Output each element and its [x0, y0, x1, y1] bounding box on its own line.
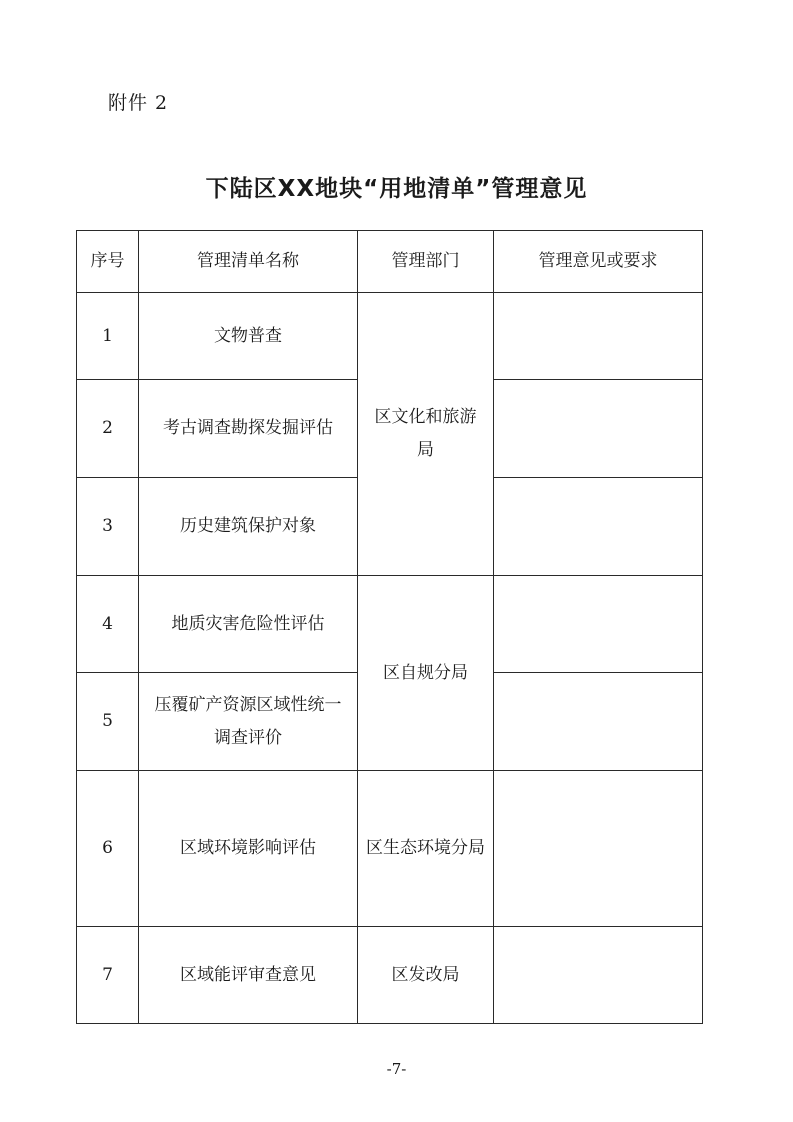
- row-list-name: 文物普查: [139, 293, 358, 380]
- attachment-label: 附件 2: [108, 92, 169, 114]
- document-title: 下陆区XX地块“用地清单”管理意见: [205, 176, 588, 202]
- table-row: [77, 293, 703, 380]
- header-list-name: 管理清单名称: [139, 231, 358, 293]
- row-opinion: [494, 771, 703, 927]
- department-cell: 区发改局: [358, 927, 494, 1024]
- row-opinion: [494, 673, 703, 771]
- row-serial-number: 4: [77, 576, 139, 673]
- header-opinion: 管理意见或要求: [494, 231, 703, 293]
- row-list-name: 压覆矿产资源区域性统一调查评价: [139, 673, 358, 771]
- row-opinion: [494, 478, 703, 576]
- row-opinion: [494, 293, 703, 380]
- table-header-row: [77, 231, 703, 293]
- row-opinion: [494, 927, 703, 1024]
- department-cell: 区生态环境分局: [358, 771, 494, 927]
- department-cell: 区文化和旅游局: [358, 293, 494, 576]
- header-department: 管理部门: [358, 231, 494, 293]
- row-opinion: [494, 380, 703, 478]
- row-list-name: 考古调查勘探发掘评估: [139, 380, 358, 478]
- page-number: -7-: [386, 1060, 407, 1078]
- department-cell: 区自规分局: [358, 576, 494, 771]
- header-serial-number: 序号: [77, 231, 139, 293]
- row-serial-number: 5: [77, 673, 139, 771]
- row-list-name: 地质灾害危险性评估: [139, 576, 358, 673]
- table-row: [77, 771, 703, 927]
- table-row: [77, 576, 703, 673]
- row-list-name: 区域能评审查意见: [139, 927, 358, 1024]
- row-list-name: 区域环境影响评估: [139, 771, 358, 927]
- row-list-name: 历史建筑保护对象: [139, 478, 358, 576]
- row-opinion: [494, 576, 703, 673]
- table-row: [77, 927, 703, 1024]
- row-serial-number: 7: [77, 927, 139, 1024]
- row-serial-number: 1: [77, 293, 139, 380]
- row-serial-number: 3: [77, 478, 139, 576]
- row-serial-number: 2: [77, 380, 139, 478]
- row-serial-number: 6: [77, 771, 139, 927]
- management-list-table: [76, 230, 703, 1024]
